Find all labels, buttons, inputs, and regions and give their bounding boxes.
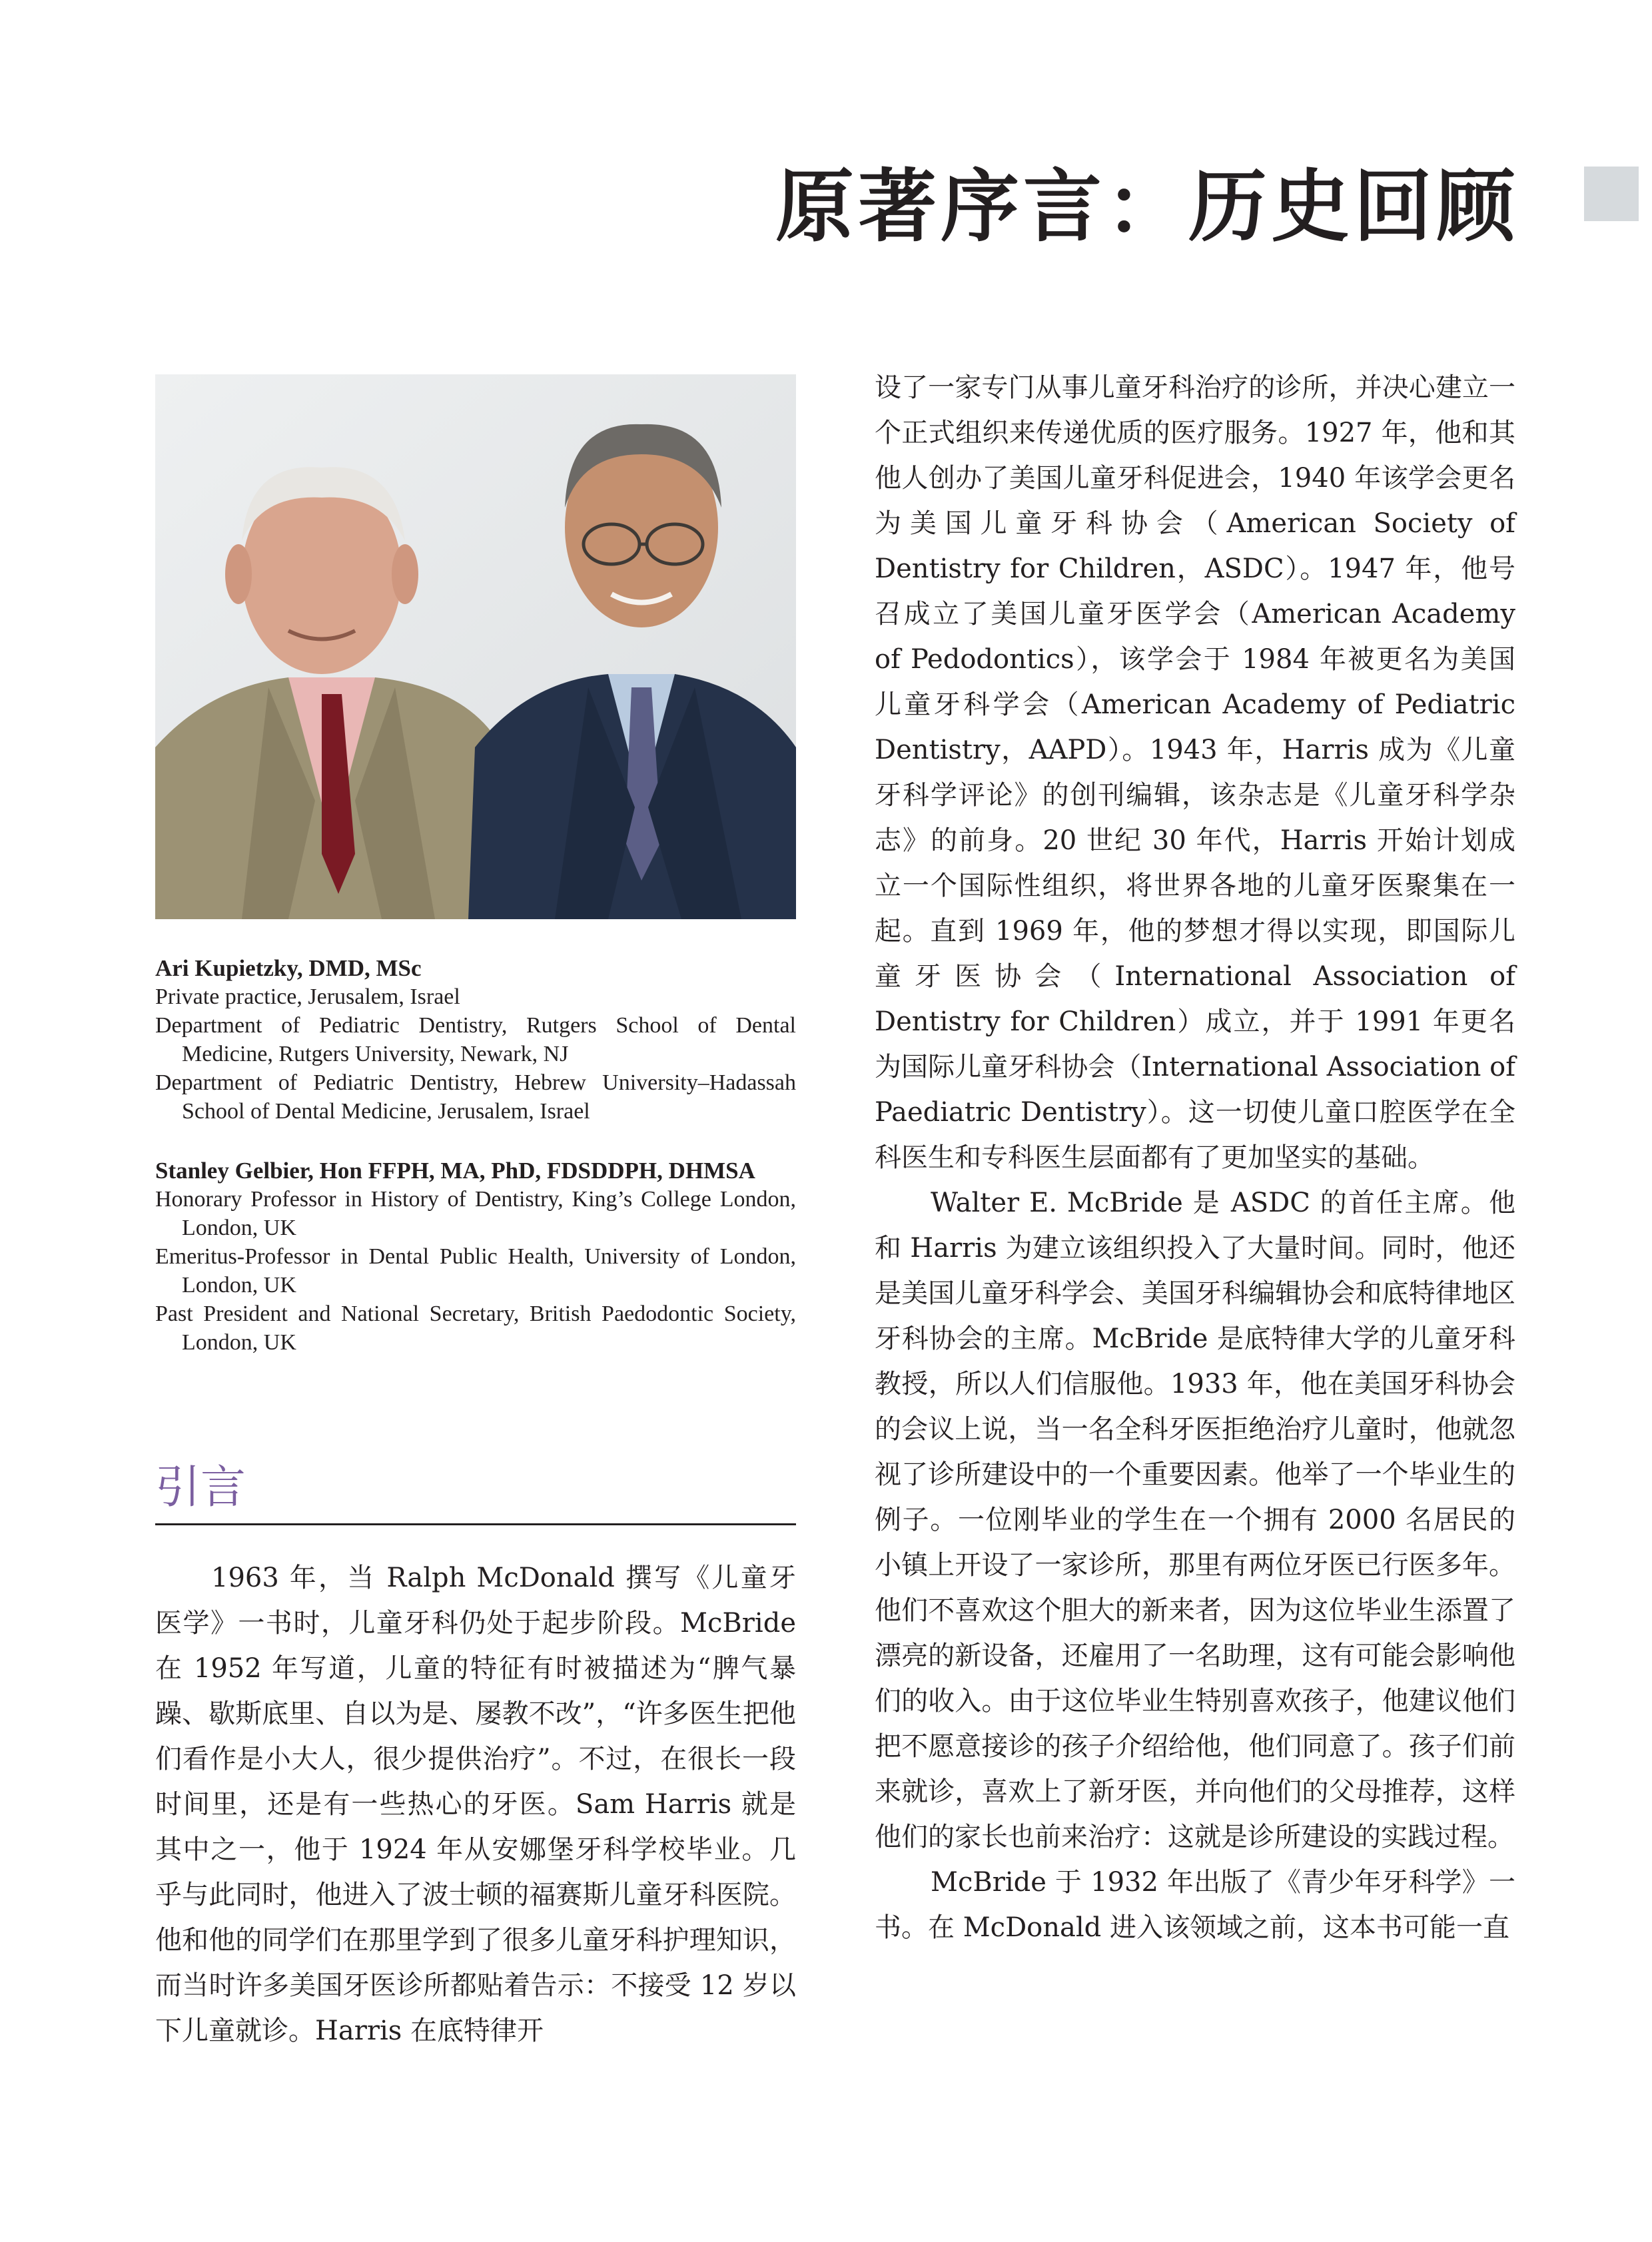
author-photo	[155, 374, 796, 919]
affiliation: Past President and National Secretary, British Paedodontic Society, London, UK	[155, 1302, 796, 1355]
affiliation: Department of Pediatric Dentistry, Rutgers School of Dental Medicine, Rutgers University, Newark, NJ	[155, 1013, 796, 1066]
affiliation: Private practice, Jerusalem, Israel	[155, 984, 460, 1009]
section-heading	[155, 1462, 796, 1525]
body-column-right	[875, 365, 1515, 1950]
affiliation: Department of Pediatric Dentistry, Hebrew University–Hadassah School of Dental Medicine, Jerusalem, Israel	[155, 1070, 796, 1124]
body-paragraph: McBride 于 1932 年出版了《青少年牙科学》一书。在 McDonald 进入该领域之前，这本书可能一直	[875, 1867, 1515, 1943]
affiliation: Emeritus-Professor in Dental Public Health, University of London, London, UK	[155, 1244, 796, 1298]
affiliation: Honorary Professor in History of Dentistry, King’s College London, London, UK	[155, 1187, 796, 1240]
chapter-tab-marker	[1584, 167, 1639, 221]
author-name: Stanley Gelbier, Hon FFPH, MA, PhD, FDSDDPH, DHMSA	[155, 1158, 755, 1184]
author-name: Ari Kupietzky, DMD, MSc	[155, 955, 422, 981]
body-paragraph: 1963 年，当 Ralph McDonald 撰写《儿童牙医学》一书时，儿童牙科仍处于起步阶段。McBride 在 1952 年写道，儿童的特征有时被描述为“脾气暴躁、歇斯底里、自以为是、屡教不改”，“许多医生把他们看作是小大人，很少提供治疗”。不过，在很长一段时间里，还是有一些热心的牙医。Sam Harris 就是其中之一，他于 1924 年从安娜堡牙科学校毕业。几乎与此同时，他进入了波士顿的福赛斯儿童牙科医院。他和他的同学们在那里学到了很多儿童牙科护理知识，而当时许多美国牙医诊所都贴着告示：不接受 12 岁以下儿童就诊。Harris 在底特律开	[155, 1563, 796, 2046]
body-paragraph-continued: 设了一家专门从事儿童牙科治疗的诊所，并决心建立一个正式组织来传递优质的医疗服务。1927 年，他和其他人创办了美国儿童牙科促进会，1940 年该学会更名为美国儿童牙科协会（American Society of Dentistry for Children，ASDC）。1947 年，他号召成立了美国儿童牙医学会（American Academy of Pedodontics），该学会于 1984 年被更名为美国儿童牙科学会（American Academy of Pediatric Dentistry，AAPD）。1943 年，Harris 成为《儿童牙科学评论》的创刊编辑，该杂志是《儿童牙科学杂志》的前身。20 世纪 30 年代，Harris 开始计划成立一个国际性组织，将世界各地的儿童牙医聚集在一起。直到 1969 年，他的梦想才得以实现，即国际儿童牙医协会（International Association of Dentistry for Children）成立，并于 1991 年更名为国际儿童牙科协会（International Association of Paediatric Dentistry）。这一切使儿童口腔医学在全科医生和专科医生层面都有了更加坚实的基础。	[875, 372, 1515, 1173]
page-title: 原著序言：历史回顾	[775, 160, 1519, 252]
body-paragraph: Walter E. McBride 是 ASDC 的首任主席。他和 Harris 为建立该组织投入了大量时间。同时，他还是美国儿童牙科学会、美国牙科编辑协会和底特律地区牙科协会的主席。McBride 是底特律大学的儿童牙科教授，所以人们信服他。1933 年，他在美国牙科协会的会议上说，当一名全科牙医拒绝治疗儿童时，他就忽视了诊所建设中的一个重要因素。他举了一个毕业生的例子。一位刚毕业的学生在一个拥有 2000 名居民的小镇上开设了一家诊所，那里有两位牙医已行医多年。他们不喜欢这个胆大的新来者，因为这位毕业生添置了漂亮的新设备，还雇用了一名助理，这有可能会影响他们的收入。由于这位毕业生特别喜欢孩子，他建议他们把不愿意接诊的孩子介绍给他，他们同意了。孩子们前来就诊，喜欢上了新牙医，并向他们的父母推荐，这样他们的家长也前来治疗：这就是诊所建设的实践过程。	[875, 1188, 1515, 1852]
section-heading-text: 引言	[155, 1461, 246, 1514]
author-block	[155, 954, 796, 1126]
body-column-left	[155, 1555, 796, 2054]
author-block	[155, 1156, 796, 1357]
author-affiliations	[155, 954, 796, 1387]
